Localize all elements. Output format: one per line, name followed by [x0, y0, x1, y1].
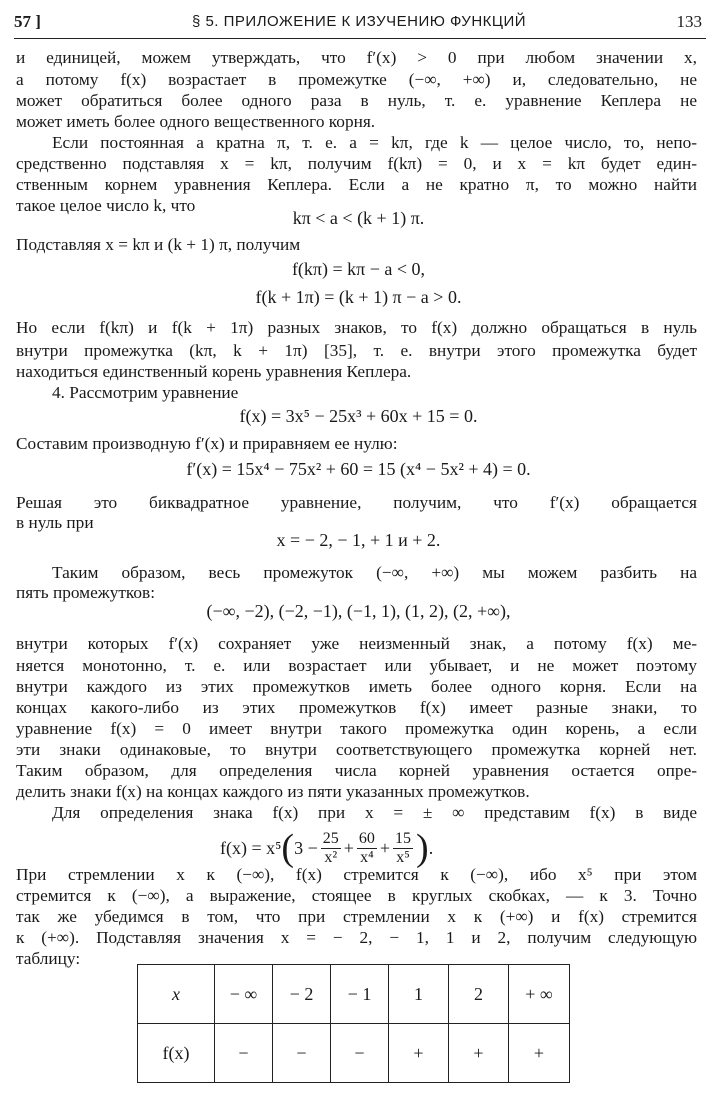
row-header-fx: f(x) [138, 1024, 215, 1083]
fraction-numerator: 25 [322, 829, 339, 847]
fraction-denominator: x⁵ [396, 848, 410, 866]
equation: x = − 2, − 1, + 1 и + 2. [276, 530, 441, 550]
fraction-denominator: x² [324, 848, 338, 866]
right-paren: ) [416, 827, 429, 869]
equation: (−∞, −2), (−2, −1), (−1, 1), (1, 2), (2, +∞), [206, 601, 511, 621]
table-cell: − [273, 1024, 331, 1083]
running-title: § 5. ПРИЛОЖЕНИЕ К ИЗУЧЕНИЮ ФУНКЦИЙ [191, 13, 527, 30]
text-line: При стремлении x к (−∞), f(x) стремится к (−∞), ибо x⁵ при этом [16, 865, 697, 884]
equation: f′(x) = 15x⁴ − 75x² + 60 = 15 (x⁴ − 5x² + 4) = 0. [186, 459, 531, 479]
text-line: Для определения знака f(x) при x = ± ∞ представим f(x) в виде [52, 803, 697, 822]
equation-end: . [428, 837, 434, 858]
text-line: так же убедимся в том, что при стремлении x к (+∞) и f(x) стремится [16, 907, 697, 926]
fraction-term-1 [321, 830, 341, 867]
text-line: Решая это биквадратное уравнение, получим, что f′(x) обращается [16, 493, 697, 512]
equation-constant: 3 [294, 837, 304, 858]
text-line: эти знаки одинаковые, то внутри соответствующего промежутка корней нет. [16, 740, 697, 759]
text-line: средственно подставляя x = kπ, получим f(kπ) = 0, и x = kπ будет един- [16, 154, 697, 173]
text-line: пять промежутков: [16, 583, 156, 602]
equation: f(x) = 3x⁵ − 25x³ + 60x + 15 = 0. [239, 406, 478, 426]
header-rule [14, 38, 706, 39]
fraction-term-2 [357, 830, 377, 867]
equation: f(k + 1π) = (k + 1) π − a > 0. [255, 287, 462, 307]
text-line: стремится к (−∞), а выражение, стоящее в круглых скобках, — к 3. Точно [16, 886, 697, 905]
minus-sign: − [303, 837, 318, 858]
table-cell: 1 [389, 965, 449, 1024]
page-header [14, 12, 704, 36]
plus-sign: + [379, 837, 391, 858]
table-cell: − 1 [331, 965, 389, 1024]
text-line: делить знаки f(x) на концах каждого из пяти указанных промежутков. [16, 782, 530, 801]
text-line: Таким образом, для определения числа корней уравнения остается опре- [16, 761, 697, 780]
text-line: Таким образом, весь промежуток (−∞, +∞) мы можем разбить на [52, 563, 697, 582]
text-line: Составим производную f′(x) и приравняем ее нулю: [16, 434, 398, 453]
text-line: внутри которых f′(x) сохраняет уже неизменный знак, а потому f(x) ме- [16, 634, 697, 653]
text-line: таблицу: [16, 949, 81, 968]
section-heading: 4. Рассмотрим уравнение [52, 383, 239, 402]
row-header-x: x [138, 965, 215, 1024]
table-cell: − [215, 1024, 273, 1083]
text-line: ственным корнем уравнения Кеплера. Если a не кратно π, то можно найти [16, 175, 697, 194]
text-line: Если постоянная a кратна π, т. е. a = kπ, где k — целое число, то, непо- [52, 133, 697, 152]
table-cell: − 2 [273, 965, 331, 1024]
header-marker: 57 ] [14, 12, 41, 31]
text-line: внутри каждого из этих промежутков иметь более одного корня. Если на [16, 677, 697, 696]
text-line: находиться единственный корень уравнения Кеплера. [16, 362, 412, 381]
equation: f(kπ) = kπ − a < 0, [291, 259, 426, 279]
text-line: может обратиться более одного раза в нуль, т. е. уравнение Кеплера не [16, 91, 697, 110]
text-line: может иметь более одного вещественного корня. [16, 112, 376, 131]
text-line: концах какого-либо из этих промежутков f(x) имеет разные знаки, то [16, 698, 697, 717]
text-line: Подставляя x = kπ и (k + 1) π, получим [16, 235, 301, 254]
table-cell: + ∞ [509, 965, 570, 1024]
text-line: в нуль при [16, 513, 94, 532]
text-line: уравнение f(x) = 0 имеет внутри такого промежутка один корень, а если [16, 719, 697, 738]
inequality: kπ < a < (k + 1) π. [292, 208, 425, 228]
sign-table [137, 964, 570, 1083]
table-cell: + [389, 1024, 449, 1083]
equation-lhs: f(x) = x⁵ [220, 837, 282, 858]
plus-sign: + [343, 837, 354, 858]
text-line: а потому f(x) возрастает в промежутке (−∞, +∞) и, следовательно, не [16, 70, 697, 89]
left-paren: ( [281, 827, 295, 869]
table-cell: 2 [449, 965, 509, 1024]
page-number: 133 [676, 12, 702, 31]
fraction-numerator: 15 [395, 829, 412, 847]
table-row [138, 1024, 570, 1083]
table-cell: + [509, 1024, 570, 1083]
table-cell: − ∞ [215, 965, 273, 1024]
text-line: такое целое число k, что [16, 196, 196, 215]
table-cell: + [449, 1024, 509, 1083]
text-line: и единицей, можем утверждать, что f′(x) > 0 при любом значении x, [16, 48, 697, 67]
text-line: няется монотонно, т. е. или возрастает или убывает, и не может поэтому [16, 656, 697, 675]
fraction-term-3 [393, 830, 413, 867]
fraction-denominator: x⁴ [360, 848, 374, 866]
table-cell: − [331, 1024, 389, 1083]
table-row [138, 965, 570, 1024]
text-line: внутри промежутка (kπ, k + 1π) [35], т. е. внутри этого промежутка будет [16, 341, 697, 360]
text-line: к (+∞). Подставляя значения x = − 2, − 1, 1 и 2, получим следующую [16, 928, 697, 947]
fraction-numerator: 60 [358, 829, 375, 847]
text-line: Но если f(kπ) и f(k + 1π) разных знаков, то f(x) должно обращаться в нуль [16, 318, 697, 337]
